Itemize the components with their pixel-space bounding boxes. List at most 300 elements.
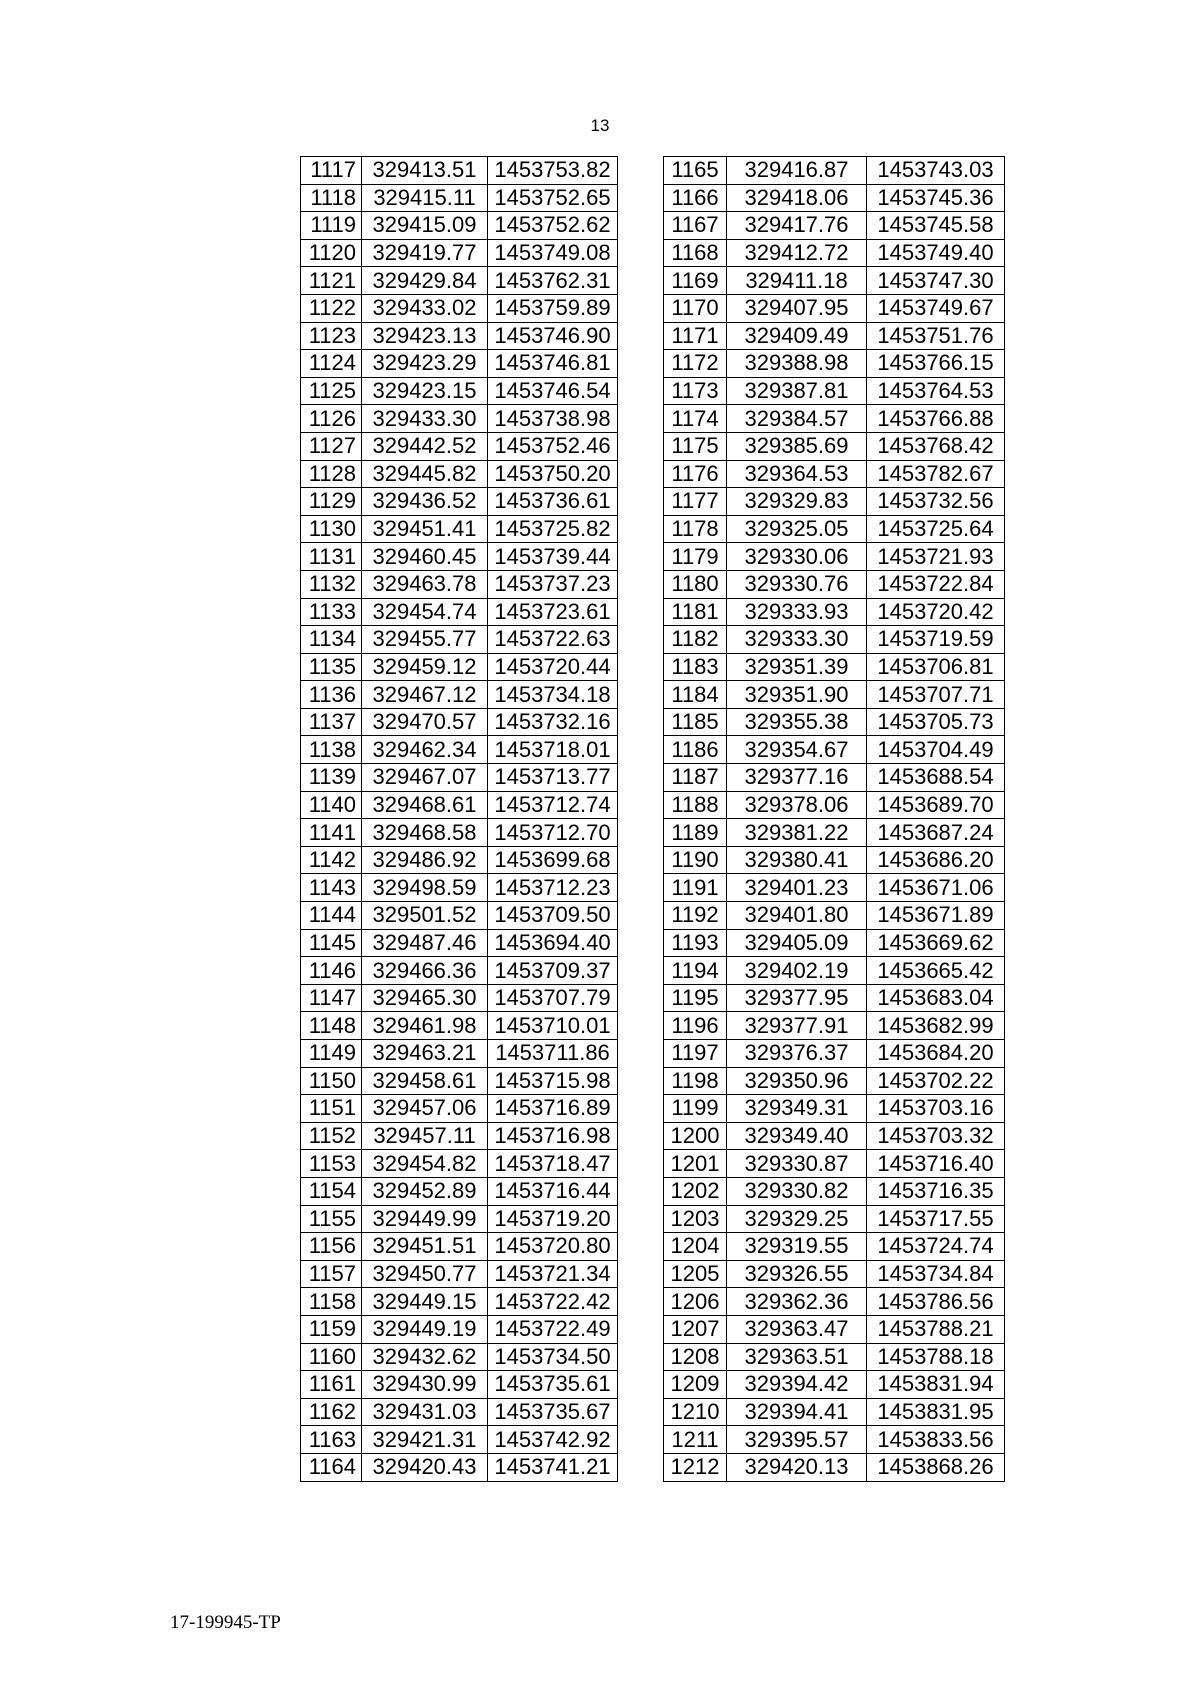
point-id-cell: 1142: [301, 846, 362, 874]
point-id-cell: 1171: [664, 322, 727, 350]
x-coordinate-cell: 329364.53: [727, 460, 867, 488]
x-coordinate-cell: 329387.81: [727, 377, 867, 405]
table-row: [301, 488, 618, 516]
table-row: [664, 957, 1005, 985]
point-id-cell: 1196: [664, 1012, 727, 1040]
point-id-cell: 1122: [301, 294, 362, 322]
point-id-cell: 1152: [301, 1122, 362, 1150]
point-id-cell: 1127: [301, 432, 362, 460]
y-coordinate-cell: 1453788.18: [867, 1343, 1005, 1371]
x-coordinate-cell: 329325.05: [727, 515, 867, 543]
point-id-cell: 1166: [664, 184, 727, 212]
y-coordinate-cell: 1453732.16: [488, 708, 618, 736]
table-row: [664, 212, 1005, 240]
point-id-cell: 1192: [664, 902, 727, 930]
y-coordinate-cell: 1453764.53: [867, 377, 1005, 405]
y-coordinate-cell: 1453782.67: [867, 460, 1005, 488]
y-coordinate-cell: 1453722.63: [488, 626, 618, 654]
y-coordinate-cell: 1453725.64: [867, 515, 1005, 543]
table-row: [301, 1343, 618, 1371]
y-coordinate-cell: 1453735.67: [488, 1398, 618, 1426]
point-id-cell: 1181: [664, 598, 727, 626]
table-row: [664, 846, 1005, 874]
y-coordinate-cell: 1453745.58: [867, 212, 1005, 240]
table-row: [664, 1453, 1005, 1481]
point-id-cell: 1135: [301, 653, 362, 681]
point-id-cell: 1201: [664, 1150, 727, 1178]
x-coordinate-cell: 329459.12: [362, 653, 488, 681]
y-coordinate-cell: 1453752.65: [488, 184, 618, 212]
table-row: [301, 819, 618, 847]
x-coordinate-cell: 329319.55: [727, 1233, 867, 1261]
x-coordinate-cell: 329402.19: [727, 957, 867, 985]
point-id-cell: 1143: [301, 874, 362, 902]
x-coordinate-cell: 329450.77: [362, 1260, 488, 1288]
y-coordinate-cell: 1453746.90: [488, 322, 618, 350]
y-coordinate-cell: 1453703.32: [867, 1122, 1005, 1150]
x-coordinate-cell: 329329.83: [727, 488, 867, 516]
x-coordinate-cell: 329436.52: [362, 488, 488, 516]
x-coordinate-cell: 329377.91: [727, 1012, 867, 1040]
table-row: [664, 322, 1005, 350]
x-coordinate-cell: 329415.09: [362, 212, 488, 240]
x-coordinate-cell: 329407.95: [727, 294, 867, 322]
x-coordinate-cell: 329376.37: [727, 1040, 867, 1068]
table-row: [664, 184, 1005, 212]
point-id-cell: 1210: [664, 1398, 727, 1426]
table-row: [664, 1260, 1005, 1288]
y-coordinate-cell: 1453749.40: [867, 239, 1005, 267]
x-coordinate-cell: 329349.40: [727, 1122, 867, 1150]
y-coordinate-cell: 1453699.68: [488, 846, 618, 874]
document-code: 17-199945-TP: [170, 1612, 281, 1633]
y-coordinate-cell: 1453716.98: [488, 1122, 618, 1150]
x-coordinate-cell: 329454.82: [362, 1150, 488, 1178]
table-row: [664, 570, 1005, 598]
coordinates-table-right: [663, 156, 1005, 1482]
x-coordinate-cell: 329330.87: [727, 1150, 867, 1178]
x-coordinate-cell: 329409.49: [727, 322, 867, 350]
y-coordinate-cell: 1453665.42: [867, 957, 1005, 985]
y-coordinate-cell: 1453723.61: [488, 598, 618, 626]
point-id-cell: 1211: [664, 1426, 727, 1454]
table-row: [301, 322, 618, 350]
point-id-cell: 1119: [301, 212, 362, 240]
x-coordinate-cell: 329380.41: [727, 846, 867, 874]
y-coordinate-cell: 1453746.54: [488, 377, 618, 405]
table-row: [301, 984, 618, 1012]
x-coordinate-cell: 329433.02: [362, 294, 488, 322]
y-coordinate-cell: 1453671.89: [867, 902, 1005, 930]
point-id-cell: 1183: [664, 653, 727, 681]
point-id-cell: 1134: [301, 626, 362, 654]
x-coordinate-cell: 329487.46: [362, 929, 488, 957]
y-coordinate-cell: 1453712.70: [488, 819, 618, 847]
table-row: [664, 1095, 1005, 1123]
x-coordinate-cell: 329449.15: [362, 1288, 488, 1316]
y-coordinate-cell: 1453722.42: [488, 1288, 618, 1316]
point-id-cell: 1161: [301, 1371, 362, 1399]
table-row: [664, 1122, 1005, 1150]
table-row: [301, 157, 618, 185]
table-row: [664, 405, 1005, 433]
x-coordinate-cell: 329405.09: [727, 929, 867, 957]
y-coordinate-cell: 1453689.70: [867, 791, 1005, 819]
y-coordinate-cell: 1453710.01: [488, 1012, 618, 1040]
point-id-cell: 1120: [301, 239, 362, 267]
y-coordinate-cell: 1453768.42: [867, 432, 1005, 460]
x-coordinate-cell: 329445.82: [362, 460, 488, 488]
y-coordinate-cell: 1453735.61: [488, 1371, 618, 1399]
y-coordinate-cell: 1453732.56: [867, 488, 1005, 516]
point-id-cell: 1131: [301, 543, 362, 571]
point-id-cell: 1179: [664, 543, 727, 571]
x-coordinate-cell: 329326.55: [727, 1260, 867, 1288]
x-coordinate-cell: 329420.43: [362, 1453, 488, 1481]
x-coordinate-cell: 329486.92: [362, 846, 488, 874]
y-coordinate-cell: 1453711.86: [488, 1040, 618, 1068]
point-id-cell: 1182: [664, 626, 727, 654]
table-row: [664, 598, 1005, 626]
table-row: [301, 570, 618, 598]
point-id-cell: 1178: [664, 515, 727, 543]
y-coordinate-cell: 1453721.34: [488, 1260, 618, 1288]
x-coordinate-cell: 329355.38: [727, 708, 867, 736]
y-coordinate-cell: 1453746.81: [488, 350, 618, 378]
table-row: [301, 708, 618, 736]
x-coordinate-cell: 329395.57: [727, 1426, 867, 1454]
y-coordinate-cell: 1453736.61: [488, 488, 618, 516]
table-row: [301, 1095, 618, 1123]
point-id-cell: 1212: [664, 1453, 727, 1481]
x-coordinate-cell: 329501.52: [362, 902, 488, 930]
x-coordinate-cell: 329420.13: [727, 1453, 867, 1481]
point-id-cell: 1140: [301, 791, 362, 819]
x-coordinate-cell: 329363.51: [727, 1343, 867, 1371]
table-row: [664, 1233, 1005, 1261]
table-row: [664, 874, 1005, 902]
y-coordinate-cell: 1453751.76: [867, 322, 1005, 350]
y-coordinate-cell: 1453703.16: [867, 1095, 1005, 1123]
table-row: [664, 1343, 1005, 1371]
y-coordinate-cell: 1453833.56: [867, 1426, 1005, 1454]
table-row: [301, 405, 618, 433]
y-coordinate-cell: 1453706.81: [867, 653, 1005, 681]
point-id-cell: 1141: [301, 819, 362, 847]
x-coordinate-cell: 329423.15: [362, 377, 488, 405]
table-row: [301, 460, 618, 488]
point-id-cell: 1189: [664, 819, 727, 847]
point-id-cell: 1159: [301, 1315, 362, 1343]
y-coordinate-cell: 1453688.54: [867, 764, 1005, 792]
y-coordinate-cell: 1453709.37: [488, 957, 618, 985]
x-coordinate-cell: 329381.22: [727, 819, 867, 847]
y-coordinate-cell: 1453720.44: [488, 653, 618, 681]
y-coordinate-cell: 1453684.20: [867, 1040, 1005, 1068]
table-row: [664, 460, 1005, 488]
table-row: [301, 1398, 618, 1426]
y-coordinate-cell: 1453712.23: [488, 874, 618, 902]
table-row: [664, 984, 1005, 1012]
y-coordinate-cell: 1453749.67: [867, 294, 1005, 322]
x-coordinate-cell: 329394.41: [727, 1398, 867, 1426]
x-coordinate-cell: 329384.57: [727, 405, 867, 433]
x-coordinate-cell: 329350.96: [727, 1067, 867, 1095]
point-id-cell: 1158: [301, 1288, 362, 1316]
y-coordinate-cell: 1453742.92: [488, 1426, 618, 1454]
table-row: [301, 626, 618, 654]
page-number: 13: [590, 116, 610, 135]
y-coordinate-cell: 1453868.26: [867, 1453, 1005, 1481]
y-coordinate-cell: 1453702.22: [867, 1067, 1005, 1095]
point-id-cell: 1209: [664, 1371, 727, 1399]
x-coordinate-cell: 329458.61: [362, 1067, 488, 1095]
y-coordinate-cell: 1453687.24: [867, 819, 1005, 847]
point-id-cell: 1187: [664, 764, 727, 792]
point-id-cell: 1197: [664, 1040, 727, 1068]
y-coordinate-cell: 1453759.89: [488, 294, 618, 322]
x-coordinate-cell: 329413.51: [362, 157, 488, 185]
x-coordinate-cell: 329466.36: [362, 957, 488, 985]
y-coordinate-cell: 1453683.04: [867, 984, 1005, 1012]
table-row: [664, 239, 1005, 267]
table-row: [664, 377, 1005, 405]
point-id-cell: 1150: [301, 1067, 362, 1095]
table-row: [664, 708, 1005, 736]
x-coordinate-cell: 329329.25: [727, 1205, 867, 1233]
point-id-cell: 1129: [301, 488, 362, 516]
y-coordinate-cell: 1453786.56: [867, 1288, 1005, 1316]
table-row: [664, 819, 1005, 847]
table-row: [664, 1371, 1005, 1399]
table-row: [664, 902, 1005, 930]
table-row: [664, 653, 1005, 681]
x-coordinate-cell: 329412.72: [727, 239, 867, 267]
table-row: [664, 1150, 1005, 1178]
table-row: [664, 350, 1005, 378]
x-coordinate-cell: 329411.18: [727, 267, 867, 295]
point-id-cell: 1130: [301, 515, 362, 543]
table-row: [664, 488, 1005, 516]
y-coordinate-cell: 1453704.49: [867, 736, 1005, 764]
coordinates-table-left-body: [301, 157, 618, 1482]
y-coordinate-cell: 1453719.20: [488, 1205, 618, 1233]
x-coordinate-cell: 329354.67: [727, 736, 867, 764]
table-row: [301, 1150, 618, 1178]
point-id-cell: 1124: [301, 350, 362, 378]
y-coordinate-cell: 1453743.03: [867, 157, 1005, 185]
table-row: [664, 736, 1005, 764]
x-coordinate-cell: 329449.99: [362, 1205, 488, 1233]
point-id-cell: 1126: [301, 405, 362, 433]
y-coordinate-cell: 1453750.20: [488, 460, 618, 488]
x-coordinate-cell: 329388.98: [727, 350, 867, 378]
point-id-cell: 1123: [301, 322, 362, 350]
y-coordinate-cell: 1453686.20: [867, 846, 1005, 874]
point-id-cell: 1184: [664, 681, 727, 709]
x-coordinate-cell: 329468.58: [362, 819, 488, 847]
point-id-cell: 1151: [301, 1095, 362, 1123]
table-row: [664, 294, 1005, 322]
y-coordinate-cell: 1453716.44: [488, 1177, 618, 1205]
y-coordinate-cell: 1453752.62: [488, 212, 618, 240]
table-row: [301, 1040, 618, 1068]
table-row: [301, 267, 618, 295]
y-coordinate-cell: 1453712.74: [488, 791, 618, 819]
y-coordinate-cell: 1453722.84: [867, 570, 1005, 598]
point-id-cell: 1190: [664, 846, 727, 874]
y-coordinate-cell: 1453734.84: [867, 1260, 1005, 1288]
table-row: [301, 791, 618, 819]
point-id-cell: 1168: [664, 239, 727, 267]
table-row: [301, 1233, 618, 1261]
y-coordinate-cell: 1453766.15: [867, 350, 1005, 378]
x-coordinate-cell: 329463.78: [362, 570, 488, 598]
y-coordinate-cell: 1453716.89: [488, 1095, 618, 1123]
table-row: [301, 1122, 618, 1150]
x-coordinate-cell: 329377.95: [727, 984, 867, 1012]
point-id-cell: 1180: [664, 570, 727, 598]
x-coordinate-cell: 329462.34: [362, 736, 488, 764]
table-row: [664, 929, 1005, 957]
table-row: [301, 1260, 618, 1288]
point-id-cell: 1186: [664, 736, 727, 764]
table-row: [664, 626, 1005, 654]
y-coordinate-cell: 1453715.98: [488, 1067, 618, 1095]
y-coordinate-cell: 1453716.35: [867, 1177, 1005, 1205]
table-row: [301, 1177, 618, 1205]
point-id-cell: 1208: [664, 1343, 727, 1371]
point-id-cell: 1139: [301, 764, 362, 792]
point-id-cell: 1199: [664, 1095, 727, 1123]
point-id-cell: 1156: [301, 1233, 362, 1261]
x-coordinate-cell: 329423.29: [362, 350, 488, 378]
point-id-cell: 1125: [301, 377, 362, 405]
y-coordinate-cell: 1453753.82: [488, 157, 618, 185]
x-coordinate-cell: 329417.76: [727, 212, 867, 240]
table-row: [301, 1012, 618, 1040]
point-id-cell: 1204: [664, 1233, 727, 1261]
y-coordinate-cell: 1453831.94: [867, 1371, 1005, 1399]
point-id-cell: 1174: [664, 405, 727, 433]
x-coordinate-cell: 329451.51: [362, 1233, 488, 1261]
y-coordinate-cell: 1453720.42: [867, 598, 1005, 626]
y-coordinate-cell: 1453738.98: [488, 405, 618, 433]
point-id-cell: 1169: [664, 267, 727, 295]
point-id-cell: 1202: [664, 1177, 727, 1205]
table-row: [664, 267, 1005, 295]
table-row: [664, 1426, 1005, 1454]
x-coordinate-cell: 329455.77: [362, 626, 488, 654]
x-coordinate-cell: 329498.59: [362, 874, 488, 902]
y-coordinate-cell: 1453717.55: [867, 1205, 1005, 1233]
point-id-cell: 1170: [664, 294, 727, 322]
table-row: [664, 1067, 1005, 1095]
table-row: [301, 350, 618, 378]
x-coordinate-cell: 329333.93: [727, 598, 867, 626]
x-coordinate-cell: 329430.99: [362, 1371, 488, 1399]
point-id-cell: 1157: [301, 1260, 362, 1288]
table-row: [664, 543, 1005, 571]
y-coordinate-cell: 1453725.82: [488, 515, 618, 543]
point-id-cell: 1203: [664, 1205, 727, 1233]
x-coordinate-cell: 329377.16: [727, 764, 867, 792]
x-coordinate-cell: 329463.21: [362, 1040, 488, 1068]
table-row: [301, 1067, 618, 1095]
table-row: [301, 929, 618, 957]
y-coordinate-cell: 1453716.40: [867, 1150, 1005, 1178]
x-coordinate-cell: 329468.61: [362, 791, 488, 819]
coordinates-table-right-body: [664, 157, 1005, 1482]
x-coordinate-cell: 329330.82: [727, 1177, 867, 1205]
y-coordinate-cell: 1453831.95: [867, 1398, 1005, 1426]
table-row: [301, 681, 618, 709]
x-coordinate-cell: 329457.11: [362, 1122, 488, 1150]
table-row: [664, 791, 1005, 819]
x-coordinate-cell: 329385.69: [727, 432, 867, 460]
x-coordinate-cell: 329401.23: [727, 874, 867, 902]
y-coordinate-cell: 1453707.79: [488, 984, 618, 1012]
x-coordinate-cell: 329452.89: [362, 1177, 488, 1205]
x-coordinate-cell: 329442.52: [362, 432, 488, 460]
table-row: [301, 515, 618, 543]
table-row: [301, 874, 618, 902]
point-id-cell: 1195: [664, 984, 727, 1012]
x-coordinate-cell: 329419.77: [362, 239, 488, 267]
x-coordinate-cell: 329451.41: [362, 515, 488, 543]
point-id-cell: 1175: [664, 432, 727, 460]
x-coordinate-cell: 329465.30: [362, 984, 488, 1012]
point-id-cell: 1163: [301, 1426, 362, 1454]
point-id-cell: 1148: [301, 1012, 362, 1040]
x-coordinate-cell: 329394.42: [727, 1371, 867, 1399]
point-id-cell: 1154: [301, 1177, 362, 1205]
point-id-cell: 1194: [664, 957, 727, 985]
table-row: [301, 294, 618, 322]
y-coordinate-cell: 1453741.21: [488, 1453, 618, 1481]
table-row: [301, 1453, 618, 1481]
point-id-cell: 1188: [664, 791, 727, 819]
table-row: [301, 543, 618, 571]
point-id-cell: 1149: [301, 1040, 362, 1068]
table-row: [301, 598, 618, 626]
y-coordinate-cell: 1453724.74: [867, 1233, 1005, 1261]
table-row: [301, 377, 618, 405]
table-row: [664, 515, 1005, 543]
y-coordinate-cell: 1453788.21: [867, 1315, 1005, 1343]
table-row: [301, 653, 618, 681]
point-id-cell: 1118: [301, 184, 362, 212]
table-row: [301, 957, 618, 985]
y-coordinate-cell: 1453734.50: [488, 1343, 618, 1371]
x-coordinate-cell: 329431.03: [362, 1398, 488, 1426]
y-coordinate-cell: 1453721.93: [867, 543, 1005, 571]
point-id-cell: 1146: [301, 957, 362, 985]
point-id-cell: 1165: [664, 157, 727, 185]
point-id-cell: 1205: [664, 1260, 727, 1288]
point-id-cell: 1136: [301, 681, 362, 709]
table-row: [301, 846, 618, 874]
point-id-cell: 1117: [301, 157, 362, 185]
x-coordinate-cell: 329470.57: [362, 708, 488, 736]
table-row: [664, 1288, 1005, 1316]
table-row: [664, 1315, 1005, 1343]
table-row: [301, 736, 618, 764]
table-row: [664, 1012, 1005, 1040]
point-id-cell: 1177: [664, 488, 727, 516]
table-row: [664, 1398, 1005, 1426]
y-coordinate-cell: 1453766.88: [867, 405, 1005, 433]
